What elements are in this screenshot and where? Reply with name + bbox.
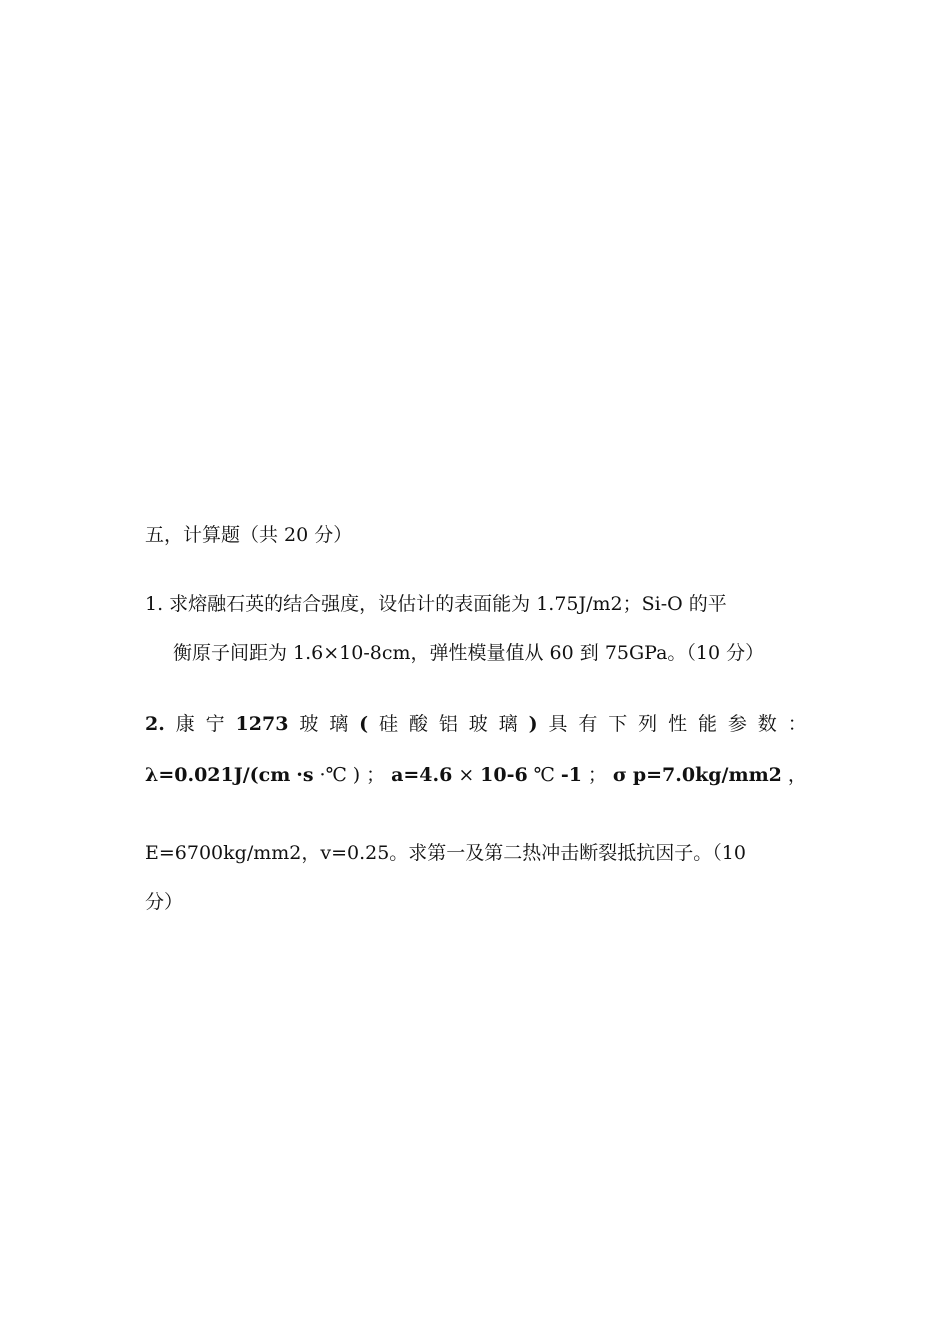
q2-token: 数 bbox=[757, 713, 777, 735]
q2-token: 性 bbox=[668, 713, 688, 735]
q2-formula-token: σ bbox=[612, 764, 627, 786]
q2-formula-token: ·s bbox=[296, 764, 314, 786]
q2-formula-token: ℃ bbox=[533, 764, 555, 786]
q2-token: 酸 bbox=[408, 713, 428, 735]
question-2-line-2 bbox=[145, 762, 807, 788]
q2-formula-token: ， bbox=[787, 764, 807, 786]
question-2-line-3: E=6700kg/mm2，v=0.25。求第一及第二热冲击断裂抵抗因子。（10 bbox=[145, 842, 746, 864]
q2-token: 璃 bbox=[498, 713, 518, 735]
section-heading: 五，计算题（共 20 分） bbox=[145, 524, 353, 546]
q2-formula-token: ； bbox=[366, 764, 386, 786]
q2-formula-token: a=4.6 bbox=[391, 764, 453, 786]
q2-formula-token: ； bbox=[587, 764, 607, 786]
q2-formula-token: p=7.0kg/mm2 bbox=[632, 764, 782, 786]
q2-formula-token: 10-6 bbox=[480, 764, 528, 786]
q2-token: 康 bbox=[175, 713, 195, 735]
q2-token: 列 bbox=[638, 713, 658, 735]
question-2-number: 2. bbox=[145, 713, 165, 735]
question-1-line-1: 1. 求熔融石英的结合强度，设估计的表面能为 1.75J/m2；Si-O 的平 bbox=[145, 593, 727, 615]
q2-token: 硅 bbox=[379, 713, 399, 735]
q2-token: 能 bbox=[697, 713, 717, 735]
q2-formula-token: ) bbox=[352, 764, 361, 786]
question-2-line-1 bbox=[145, 711, 807, 737]
q2-token: 有 bbox=[578, 713, 598, 735]
q2-token: ( bbox=[359, 713, 369, 735]
q2-formula-token: × bbox=[458, 764, 475, 786]
q2-formula-token: -1 bbox=[560, 764, 582, 786]
q2-token: ) bbox=[528, 713, 538, 735]
q2-token: 玻 bbox=[468, 713, 488, 735]
q2-token: 铝 bbox=[438, 713, 458, 735]
q2-token: 具 bbox=[548, 713, 568, 735]
q2-token: 1273 bbox=[235, 713, 289, 735]
q2-token: 玻 bbox=[299, 713, 319, 735]
q2-formula-token: λ=0.021J/(cm bbox=[145, 764, 291, 786]
question-1-line-2: 衡原子间距为 1.6×10-8cm，弹性模量值从 60 到 75GPa。（10 分） bbox=[173, 642, 765, 664]
question-2-line-4: 分） bbox=[145, 891, 184, 913]
q2-token: 璃 bbox=[329, 713, 349, 735]
q2-formula-token: ·℃ bbox=[319, 764, 347, 786]
q2-token: 下 bbox=[608, 713, 628, 735]
q2-token: ： bbox=[787, 713, 807, 735]
q2-token: 参 bbox=[727, 713, 747, 735]
q2-token: 宁 bbox=[205, 713, 225, 735]
